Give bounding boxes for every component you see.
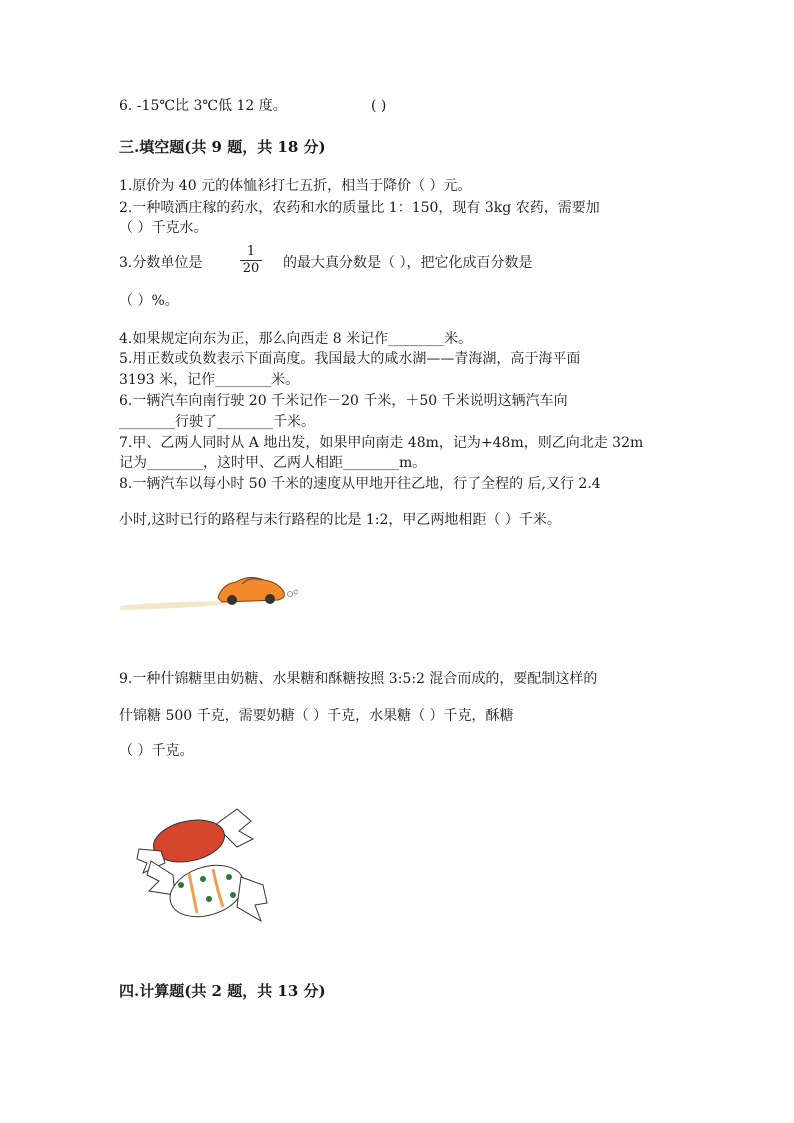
question-3-line-2: （ ）%。 xyxy=(119,293,179,309)
question-6-line-2: ________行驶了________千米。 xyxy=(119,414,315,430)
fraction-denominator: 20 xyxy=(242,261,260,276)
section-4-heading: 四.计算题(共 2 题，共 13 分) xyxy=(119,982,326,1000)
exhaust-puff-2 xyxy=(294,590,298,594)
question-7-line-2: 记为________，这时甲、乙两人相距________m。 xyxy=(119,455,427,471)
car-illustration xyxy=(118,566,298,616)
question-6-prev: 6. -15℃比 3℃低 12 度。 ( ) xyxy=(119,98,387,114)
candy-wrapper-tail-3 xyxy=(147,861,175,895)
road-shadow xyxy=(120,602,238,611)
question-5-line-2: 3193 米，记作________米。 xyxy=(119,372,300,388)
question-4: 4.如果规定向东为正，那么向西走 8 米记作________米。 xyxy=(119,331,473,347)
question-9-line-1: 9.一种什锦糖里由奶糖、水果糖和酥糖按照 3:5:2 混合而成的，要配制这样的 xyxy=(119,671,598,687)
car-wheel-back xyxy=(265,594,275,604)
question-5-line-1: 5.用正数或负数表示下面高度。我国最大的咸水湖——青海湖，高于海平面 xyxy=(119,351,581,367)
fraction-numerator: 1 xyxy=(246,244,256,259)
question-9-line-3: （ ）千克。 xyxy=(119,743,194,759)
question-2-line-2: （ ）千克水。 xyxy=(119,220,208,236)
car-wheel-front xyxy=(227,595,237,605)
candy-wrapper-tail-4 xyxy=(237,877,267,921)
question-8-line-2: 小时,这时已行的路程与未行路程的比是 1:2，甲乙两地相距（ ）千米。 xyxy=(119,512,561,528)
section-3-heading: 三.填空题(共 9 题，共 18 分) xyxy=(119,138,326,156)
question-3-text: 的最大真分数是（ ），把它化成百分数是 xyxy=(283,255,533,271)
question-6-line-1: 6.一辆汽车向南行驶 20 千米记作－20 千米，＋50 千米说明这辆汽车向 xyxy=(119,393,568,409)
question-2-line-1: 2.一种喷洒庄稼的药水，农药和水的质量比 1：150，现有 3kg 农药，需要加 xyxy=(119,200,600,216)
dotted-candy xyxy=(163,856,250,925)
exhaust-puff-1 xyxy=(288,592,293,597)
fraction-one-twentieth xyxy=(238,244,264,277)
question-9-line-2: 什锦糖 500 千克，需要奶糖（ ）千克，水果糖（ ）千克，酥糖 xyxy=(119,708,514,724)
candy-illustration xyxy=(133,803,273,943)
question-1: 1.原价为 40 元的体恤衫打七五折，相当于降价（ ）元。 xyxy=(119,178,472,194)
question-7-line-1: 7.甲、乙两人同时从 A 地出发，如果甲向南走 48m，记为+48m，则乙向北走 32m xyxy=(119,435,644,451)
answer-paren: ( ) xyxy=(371,98,387,114)
question-3-label: 3.分数单位是 xyxy=(119,255,203,271)
question-8-line-1: 8.一辆汽车以每小时 50 千米的速度从甲地开往乙地，行了全程的 后,又行 2.4 xyxy=(119,476,601,492)
